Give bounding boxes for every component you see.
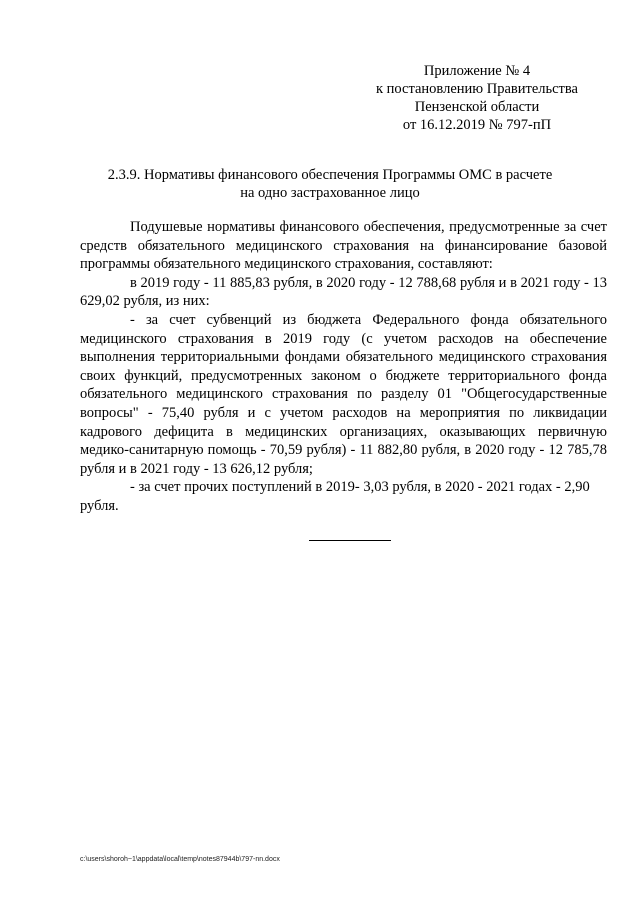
paragraph-intro: Подушевые нормативы финансового обеспечения, предусмотренные за счет средств обязательного медицинского страхования на финансирование базовой программы обязательного медицинского страхования, составляют:: [80, 219, 607, 273]
paragraph-totals: в 2019 году - 11 885,83 рубля, в 2020 году - 12 788,68 рубля и в 2021 году - 13 629,02 рубля, из них:: [80, 274, 607, 310]
section-title-line-1: 2.3.9. Нормативы финансового обеспечения Программы ОМС в расчете: [107, 167, 553, 183]
end-divider-line: [309, 540, 391, 541]
region-name: Пензенской области: [414, 99, 540, 115]
paragraph-subventions: - за счет субвенций из бюджета Федерального фонда обязательного медицинского страхования в 2019 году (с учетом расходов на обеспечение выполнения территориальными фондами обязательного медицинского страхования своих функций, предусмотренных законом о бюджете территориального фонда обязательного медицинского страхования по разделу 01 "Общегосударственные вопросы" - 75,40 рубля и с учетом расходов на мероприятия по ликвидации кадрового дефицита в медицинских организациях, оказывающих первичную медико-санитарную помощь - 70,59 рубля) - 11 882,80 рубля, в 2020 году - 12 785,78 рубля и в 2021 году - 13 626,12 рубля;: [80, 311, 607, 477]
resolution-date: от 16.12.2019 № 797-пП: [402, 117, 552, 133]
section-title-line-2: на одно застрахованное лицо: [240, 185, 420, 201]
section-title: [80, 166, 580, 202]
body-text: [80, 218, 607, 516]
footer-file-path: c:\users\shoroh~1\appdata\local\temp\notes87944b\797-nn.docx: [80, 856, 280, 863]
paragraph-other-income: - за счет прочих поступлений в 2019- 3,03 рубля, в 2020 - 2021 годах - 2,90 рубля.: [80, 479, 590, 514]
resolution-reference: к постановлению Правительства: [376, 81, 578, 97]
appendix-number: Приложение № 4: [423, 63, 531, 79]
document-header: [347, 62, 607, 134]
